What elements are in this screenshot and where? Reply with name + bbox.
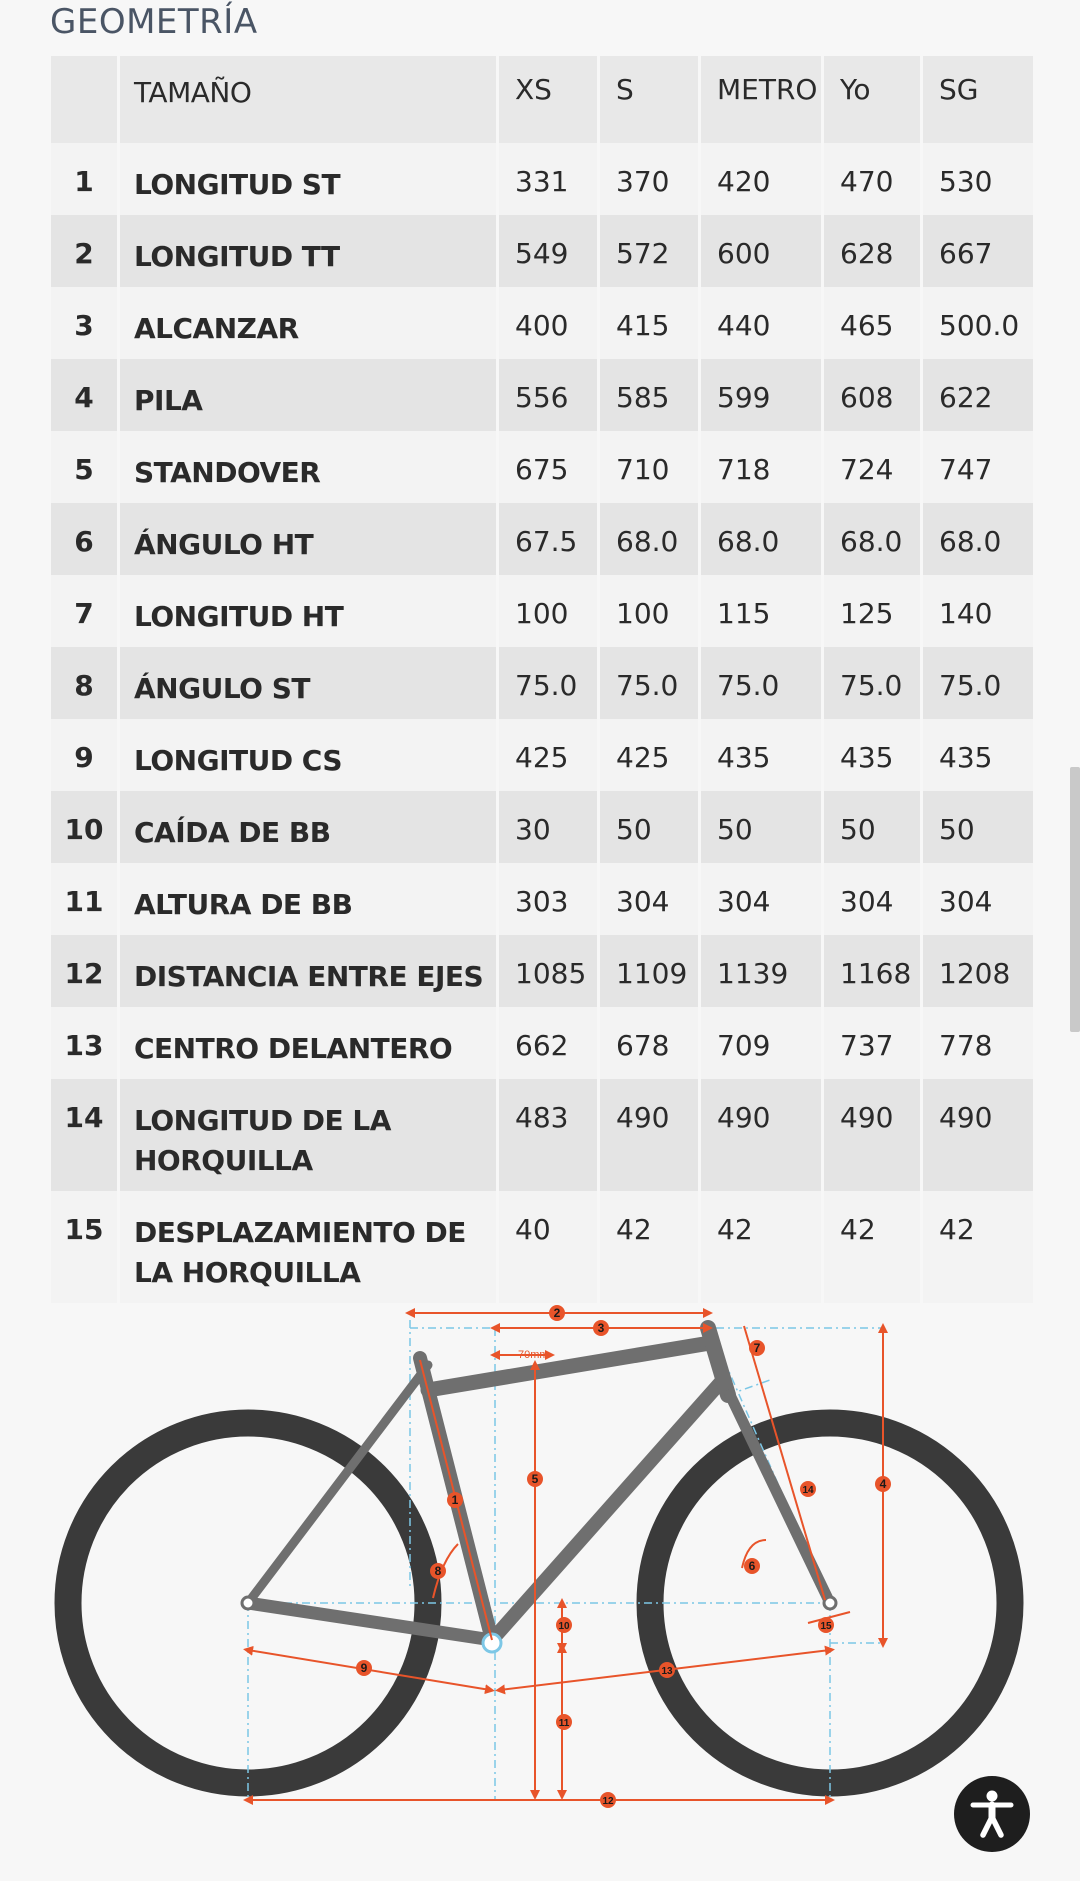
marker-label: 12 [602, 1796, 614, 1807]
marker-label: 2 [553, 1306, 561, 1320]
row-value: 678 [600, 1007, 698, 1079]
row-value: 608 [824, 359, 920, 431]
accessibility-icon [970, 1789, 1014, 1839]
row-value: 435 [701, 719, 821, 791]
table-row [51, 503, 1033, 575]
row-value: 331 [499, 143, 597, 215]
row-value: 140 [923, 575, 1033, 647]
header-size: TAMAÑO [120, 56, 496, 143]
table-row [51, 1007, 1033, 1079]
header-number [51, 56, 117, 143]
row-label: ALCANZAR [120, 287, 496, 359]
row-value: 549 [499, 215, 597, 287]
row-value: 724 [824, 431, 920, 503]
row-number: 14 [51, 1079, 117, 1191]
row-value: 115 [701, 575, 821, 647]
row-value: 415 [600, 287, 698, 359]
row-value: 100 [499, 575, 597, 647]
table-row [51, 935, 1033, 1007]
row-label: LONGITUD CS [120, 719, 496, 791]
geometry-table [48, 56, 1036, 1303]
marker-label: 4 [879, 1477, 887, 1491]
row-value: 30 [499, 791, 597, 863]
row-value: 465 [824, 287, 920, 359]
row-value: 709 [701, 1007, 821, 1079]
row-value: 1139 [701, 935, 821, 1007]
row-label: ÁNGULO ST [120, 647, 496, 719]
marker-label: 5 [531, 1472, 539, 1486]
row-value: 68.0 [600, 503, 698, 575]
accessibility-button[interactable] [954, 1776, 1030, 1852]
row-number: 2 [51, 215, 117, 287]
row-label: LONGITUD TT [120, 215, 496, 287]
row-label: LONGITUD HT [120, 575, 496, 647]
row-value: 572 [600, 215, 698, 287]
row-value: 718 [701, 431, 821, 503]
row-value: 628 [824, 215, 920, 287]
row-label: STANDOVER [120, 431, 496, 503]
row-value: 737 [824, 1007, 920, 1079]
marker-label: 9 [360, 1661, 368, 1675]
table-row [51, 791, 1033, 863]
row-value: 470 [824, 143, 920, 215]
row-number: 15 [51, 1191, 117, 1303]
row-value: 75.0 [600, 647, 698, 719]
row-value: 490 [824, 1079, 920, 1191]
table-row [51, 359, 1033, 431]
row-value: 675 [499, 431, 597, 503]
row-value: 778 [923, 1007, 1033, 1079]
row-number: 11 [51, 863, 117, 935]
table-row [51, 143, 1033, 215]
marker-label: 1 [451, 1493, 459, 1507]
row-number: 4 [51, 359, 117, 431]
table-header-row [51, 56, 1033, 143]
row-number: 12 [51, 935, 117, 1007]
row-value: 667 [923, 215, 1033, 287]
header-m: METRO [701, 56, 821, 143]
row-value: 40 [499, 1191, 597, 1303]
row-value: 556 [499, 359, 597, 431]
row-value: 304 [600, 863, 698, 935]
row-value: 75.0 [499, 647, 597, 719]
row-number: 1 [51, 143, 117, 215]
row-value: 68.0 [824, 503, 920, 575]
table-row [51, 1191, 1033, 1303]
row-value: 490 [701, 1079, 821, 1191]
header-s: S [600, 56, 698, 143]
row-label: LONGITUD ST [120, 143, 496, 215]
marker-label: 10 [558, 1621, 570, 1632]
marker-label: 3 [597, 1321, 605, 1335]
header-l: Yo [824, 56, 920, 143]
row-value: 304 [923, 863, 1033, 935]
row-value: 420 [701, 143, 821, 215]
marker-label: 15 [820, 1621, 832, 1632]
row-value: 530 [923, 143, 1033, 215]
row-label: ALTURA DE BB [120, 863, 496, 935]
row-value: 599 [701, 359, 821, 431]
row-value: 42 [923, 1191, 1033, 1303]
row-value: 303 [499, 863, 597, 935]
row-number: 7 [51, 575, 117, 647]
row-value: 42 [600, 1191, 698, 1303]
row-label: LONGITUD DE LA HORQUILLA [120, 1079, 496, 1191]
row-label: ÁNGULO HT [120, 503, 496, 575]
row-label: PILA [120, 359, 496, 431]
row-label: DESPLAZAMIENTO DE LA HORQUILLA [120, 1191, 496, 1303]
row-label: DISTANCIA ENTRE EJES [120, 935, 496, 1007]
row-value: 1085 [499, 935, 597, 1007]
row-value: 50 [600, 791, 698, 863]
row-value: 50 [824, 791, 920, 863]
marker-label: 13 [661, 1666, 673, 1677]
row-value: 425 [600, 719, 698, 791]
row-value: 1109 [600, 935, 698, 1007]
marker-label: 14 [802, 1485, 814, 1496]
row-number: 8 [51, 647, 117, 719]
row-value: 585 [600, 359, 698, 431]
row-number: 10 [51, 791, 117, 863]
row-value: 400 [499, 287, 597, 359]
row-value: 600 [701, 215, 821, 287]
row-value: 662 [499, 1007, 597, 1079]
row-label: CENTRO DELANTERO [120, 1007, 496, 1079]
table-row [51, 287, 1033, 359]
row-value: 75.0 [824, 647, 920, 719]
section-title: GEOMETRÍA [50, 2, 258, 42]
row-value: 304 [701, 863, 821, 935]
row-value: 50 [701, 791, 821, 863]
row-value: 435 [923, 719, 1033, 791]
offset-label: 70mm [518, 1349, 549, 1361]
row-value: 100 [600, 575, 698, 647]
row-value: 425 [499, 719, 597, 791]
row-value: 304 [824, 863, 920, 935]
bike-geometry-diagram [40, 1290, 1030, 1830]
row-number: 13 [51, 1007, 117, 1079]
row-label: CAÍDA DE BB [120, 791, 496, 863]
row-number: 3 [51, 287, 117, 359]
marker-label: 7 [753, 1341, 761, 1355]
table-row [51, 215, 1033, 287]
row-value: 500.0 [923, 287, 1033, 359]
row-value: 125 [824, 575, 920, 647]
header-xs: XS [499, 56, 597, 143]
row-value: 435 [824, 719, 920, 791]
row-value: 490 [923, 1079, 1033, 1191]
row-value: 67.5 [499, 503, 597, 575]
row-value: 483 [499, 1079, 597, 1191]
table-row [51, 647, 1033, 719]
table-row [51, 575, 1033, 647]
marker-label: 11 [558, 1718, 570, 1729]
row-number: 9 [51, 719, 117, 791]
row-value: 490 [600, 1079, 698, 1191]
row-number: 5 [51, 431, 117, 503]
row-value: 622 [923, 359, 1033, 431]
row-value: 1168 [824, 935, 920, 1007]
table-row [51, 719, 1033, 791]
row-value: 68.0 [923, 503, 1033, 575]
row-value: 42 [824, 1191, 920, 1303]
row-value: 1208 [923, 935, 1033, 1007]
row-value: 440 [701, 287, 821, 359]
row-value: 747 [923, 431, 1033, 503]
row-value: 75.0 [923, 647, 1033, 719]
table-row [51, 1079, 1033, 1191]
marker-label: 8 [434, 1564, 442, 1578]
row-value: 75.0 [701, 647, 821, 719]
table-row [51, 863, 1033, 935]
scrollbar[interactable] [1070, 767, 1080, 1032]
row-value: 42 [701, 1191, 821, 1303]
row-value: 370 [600, 143, 698, 215]
table-row [51, 431, 1033, 503]
row-value: 50 [923, 791, 1033, 863]
header-xl: SG [923, 56, 1033, 143]
row-value: 710 [600, 431, 698, 503]
row-number: 6 [51, 503, 117, 575]
row-value: 68.0 [701, 503, 821, 575]
marker-label: 6 [748, 1559, 756, 1573]
